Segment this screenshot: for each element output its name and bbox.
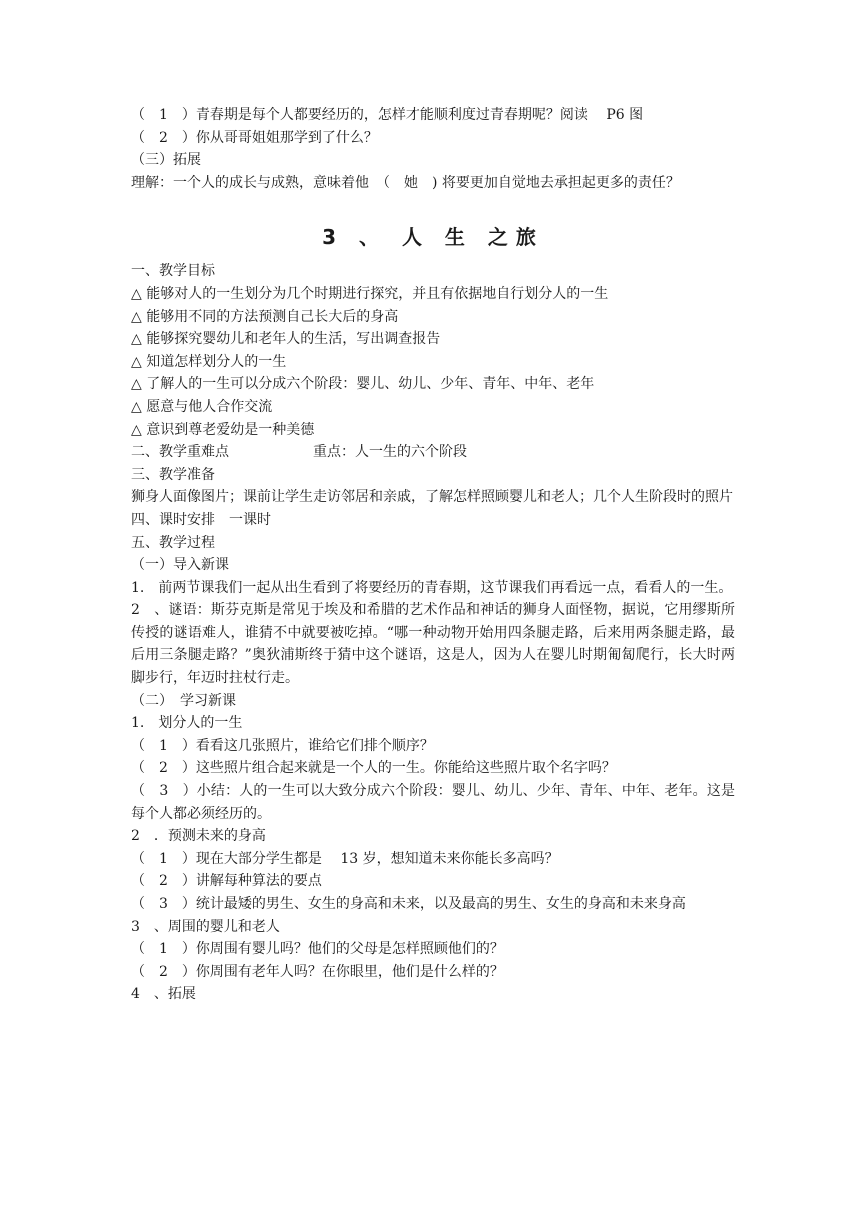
paragraph: 1. 前两节课我们一起从出生看到了将要经历的青春期，这节课我们再看远一点，看看人的一生。 <box>131 579 733 596</box>
question-line: （ 2 ）讲解每种算法的要点 <box>131 873 322 890</box>
question-line: （ 1 ）青春期是每个人都要经历的，怎样才能顺利度过青春期呢？阅读 P6 图 <box>131 107 644 123</box>
step-heading: 2 ．预测未来的身高 <box>131 828 266 845</box>
step-heading: 3 、周围的婴儿和老人 <box>131 918 280 935</box>
section-heading: 五、教学过程 <box>131 534 215 551</box>
paragraph: 理解：一个人的成长与成熟，意味着他 （ 她 ) 将要更加自觉地去承担起更多的责任？ <box>131 174 680 191</box>
question-line: （ 2 ）这些照片组合起来就是一个人的一生。你能给这些照片取个名字吗？ <box>131 760 616 777</box>
question-line: （ 2 ）你从哥哥姐姐那学到了什么？ <box>131 129 378 146</box>
goal-item: △ 了解人的一生可以分成六个阶段：婴儿、幼儿、少年、青年、中年、老年 <box>131 376 595 393</box>
question-line: （ 1 ）看看这几张照片，谁给它们排个顺序？ <box>131 737 434 754</box>
goal-item: △ 愿意与他人合作交流 <box>131 398 273 415</box>
goal-item: △ 能够对人的一生划分为几个时期进行探究，并且有依据地自行划分人的一生 <box>131 285 609 302</box>
subsection-heading: （一）导入新课 <box>131 557 229 574</box>
section-heading: 一、教学目标 <box>131 263 215 280</box>
goal-item: △ 意识到尊老爱幼是一种美德 <box>131 421 315 438</box>
section-heading: 二、教学重难点 重点：人一生的六个阶段 <box>131 444 467 461</box>
document-page <box>131 104 735 1006</box>
paragraph: （ 3 ）统计最矮的男生、女生的身高和未来，以及最高的男生、女生的身高和未来身高 <box>131 896 686 912</box>
goal-item: △ 知道怎样划分人的一生 <box>131 353 287 370</box>
question-line: （ 2 ）你周围有老年人吗？在你眼里，他们是什么样的？ <box>131 963 504 980</box>
step-heading: 4 、拓展 <box>131 986 196 1003</box>
goal-item: △ 能够探究婴幼儿和老年人的生活，写出调查报告 <box>131 331 441 348</box>
paragraph: 狮身人面像图片；课前让学生走访邻居和亲戚，了解怎样照顾婴儿和老人；几个人生阶段时的照片 <box>131 489 733 506</box>
paragraph: 2 、谜语：斯芬克斯是常见于埃及和希腊的艺术作品和神话的狮身人面怪物，据说，它用缪斯所传授的谜语难人，谁猜不中就要被吃掉。“哪一种动物开始用四条腿走路，后来用两条腿走路，最后用三条腿走路？”奥狄浦斯终于猜中这个谜语，这是人，因为人在婴儿时期匍匐爬行，长大时两脚步行，年迈时拄杖行走。 <box>131 602 735 687</box>
section-heading: 四、课时安排 一课时 <box>131 511 271 528</box>
question-line: （ 1 ）你周围有婴儿吗？他们的父母是怎样照顾他们的？ <box>131 941 504 958</box>
question-line: （ 1 ）现在大部分学生都是 13 岁，想知道未来你能长多高吗？ <box>131 850 559 867</box>
lesson-title: 3 、 人 生 之旅 <box>322 225 544 250</box>
paragraph: （ 3 ）小结：人的一生可以大致分成六个阶段：婴儿、幼儿、少年、青年、中年、老年。这是每个人都必须经历的。 <box>131 783 735 822</box>
goal-item: △ 能够用不同的方法预测自己长大后的身高 <box>131 308 399 325</box>
subsection-heading: （三）拓展 <box>131 152 201 169</box>
subsection-heading: （二） 学习新课 <box>131 692 236 709</box>
section-heading: 三、教学准备 <box>131 466 215 483</box>
step-heading: 1. 划分人的一生 <box>131 715 243 732</box>
